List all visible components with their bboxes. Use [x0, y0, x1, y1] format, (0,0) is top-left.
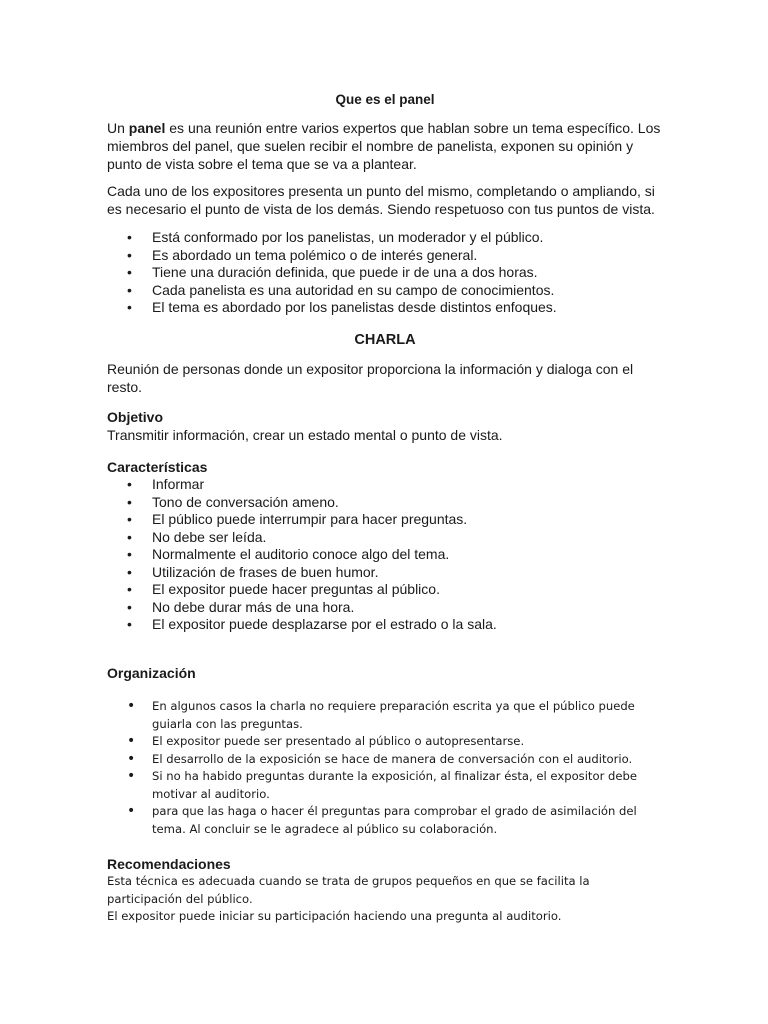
list-item: • El expositor puede ser presentado al público o autopresentarse. [107, 733, 663, 751]
panel-title: Que es el panel [335, 92, 435, 107]
panel-bullet-list [107, 229, 663, 317]
list-item: • El desarrollo de la exposición se hace de manera de conversación con el auditorio. [107, 751, 663, 769]
charla-title: CHARLA [354, 332, 416, 348]
objetivo-text: Transmitir información, crear un estado mental o punto de vista. [107, 427, 503, 443]
caracteristicas-heading: Características [107, 459, 208, 475]
list-item: • No debe durar más de una hora. [107, 599, 663, 617]
list-item: • Cada panelista es una autoridad en su campo de conocimientos. [107, 282, 663, 300]
list-item: • No debe ser leída. [107, 529, 663, 547]
list-item: • Tono de conversación ameno. [107, 494, 663, 512]
recomendaciones-heading: Recomendaciones [107, 856, 231, 872]
list-item: • El expositor puede hacer preguntas al público. [107, 581, 663, 599]
list-item: • Utilización de frases de buen humor. [107, 564, 663, 582]
list-item: • Normalmente el auditorio conoce algo del tema. [107, 546, 663, 564]
list-item: • Si no ha habido preguntas durante la exposición, al finalizar ésta, el expositor debe motivar al auditorio. [107, 768, 663, 803]
panel-intro-bold: panel [128, 120, 166, 136]
list-item: • El tema es abordado por los panelistas desde distintos enfoques. [107, 299, 663, 317]
list-item: • Está conformado por los panelistas, un moderador y el público. [107, 229, 663, 247]
recomendaciones-text [107, 873, 667, 926]
list-item: • Es abordado un tema polémico o de interés general. [107, 247, 663, 265]
panel-intro-rest: es una reunión entre varios expertos que hablan sobre un tema específico. Los miembros del panel, que suelen recibir el nombre de panelista, exponen su opinión y punto de vista sobre el tema que se va a plantear. [107, 120, 661, 172]
caracteristicas-list [107, 476, 663, 634]
list-item: • En algunos casos la charla no requiere preparación escrita ya que el público puede guiarla con las preguntas. [107, 698, 663, 733]
list-item: • para que las haga o hacer él preguntas para comprobar el grado de asimilación del tema. Al concluir se le agradece al público su colaboración. [107, 803, 663, 838]
organizacion-list [107, 698, 663, 838]
recomendacion-line: El expositor puede iniciar su participación haciendo una pregunta al auditorio. [107, 909, 562, 923]
panel-intro [107, 119, 663, 173]
objetivo-heading: Objetivo [107, 409, 164, 425]
panel-intro-prefix: Un [107, 120, 129, 136]
list-item: • Informar [107, 476, 663, 494]
list-item: • El expositor puede desplazarse por el estrado o la sala. [107, 616, 663, 634]
panel-paragraph-2: Cada uno de los expositores presenta un punto del mismo, completando o ampliando, si es necesario el punto de vista de los demás. Siendo respetuoso con tus puntos de vista. [107, 183, 655, 217]
organizacion-heading: Organización [107, 665, 196, 681]
recomendacion-line: Esta técnica es adecuada cuando se trata de grupos pequeños en que se facilita la participación del público. [107, 874, 590, 906]
list-item: • Tiene una duración definida, que puede ir de una a dos horas. [107, 264, 663, 282]
list-item: • El público puede interrumpir para hacer preguntas. [107, 511, 663, 529]
charla-definition: Reunión de personas donde un expositor proporciona la información y dialoga con el resto. [107, 361, 634, 395]
